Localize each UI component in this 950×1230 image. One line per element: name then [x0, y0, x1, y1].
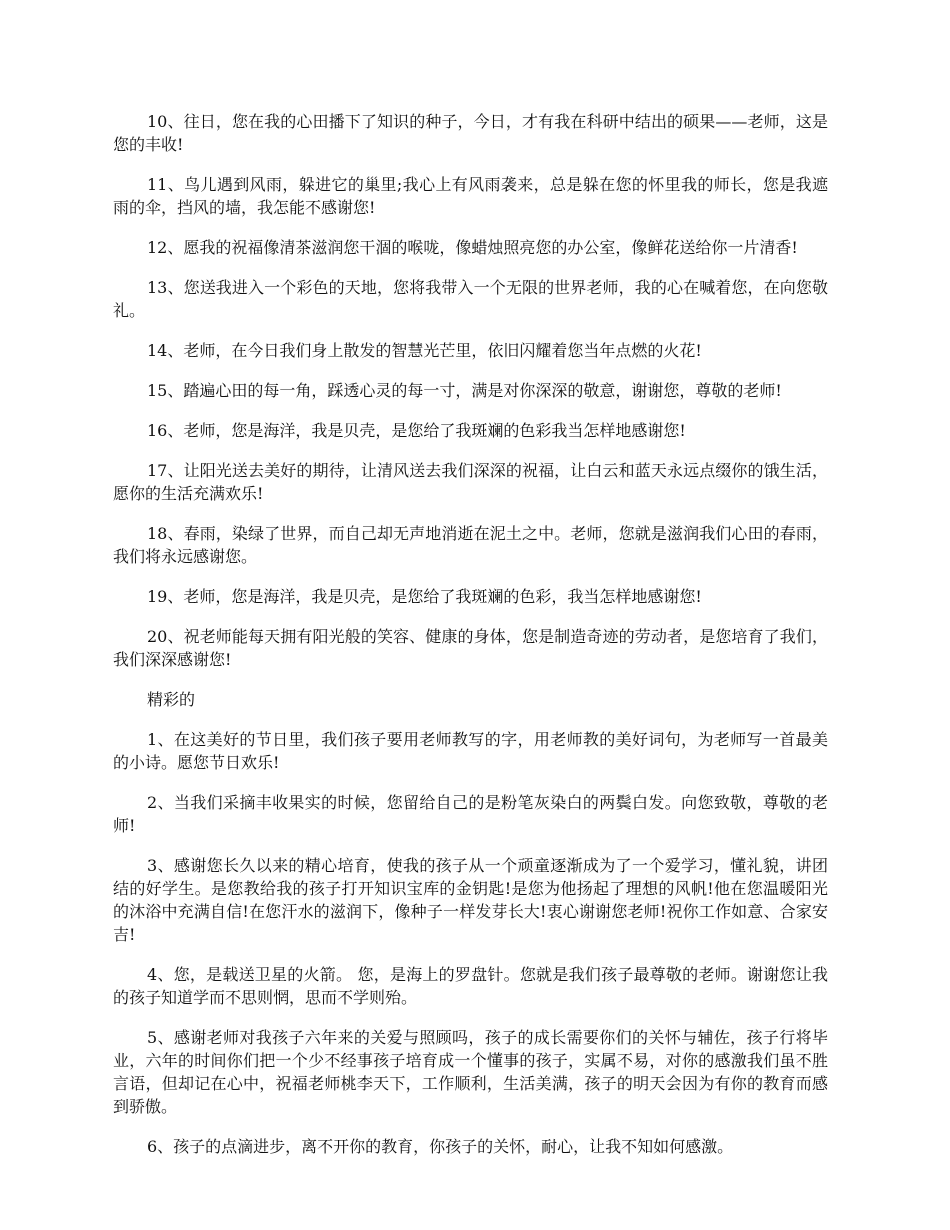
paragraph-10: 10、往日，您在我的心田播下了知识的种子，今日，才有我在科研中结出的硕果——老师，这是您的丰收! — [113, 112, 828, 154]
paragraph-18: 18、春雨，染绿了世界，而自己却无声地消逝在泥土之中。老师，您就是滋润我们心田的春雨，我们将永远感谢您。 — [113, 524, 828, 566]
paragraph-20: 20、祝老师能每天拥有阳光般的笑容、健康的身体，您是制造奇迹的劳动者，是您培育了我们，我们深深感谢您! — [113, 627, 828, 669]
paragraph-15: 15、踏遍心田的每一角，踩透心灵的每一寸，满是对你深深的敬意，谢谢您，尊敬的老师! — [147, 381, 782, 400]
paragraph-14: 14、老师，在今日我们身上散发的智慧光芒里，依旧闪耀着您当年点燃的火花! — [147, 341, 702, 360]
document-page — [113, 110, 828, 1175]
paragraph-16: 16、老师，您是海洋，我是贝壳，是您给了我斑斓的色彩我当怎样地感谢您! — [147, 421, 686, 440]
section-paragraph-6: 6、孩子的点滴进步，离不开你的教育，你孩子的关怀，耐心，让我不知如何感激。 — [147, 1137, 734, 1156]
section-heading: 精彩的 — [147, 690, 196, 709]
paragraph-11: 11、鸟儿遇到风雨，躲进它的巢里;我心上有风雨袭来，总是躲在您的怀里我的师长，您是我遮雨的伞，挡风的墙，我怎能不感谢您! — [113, 175, 828, 217]
section-paragraph-2: 2、当我们采摘丰收果实的时候，您留给自己的是粉笔灰染白的两鬓白发。向您致敬，尊敬的老师! — [113, 793, 828, 835]
paragraph-17: 17、让阳光送去美好的期待，让清风送去我们深深的祝福，让白云和蓝天永远点缀你的饿生活，愿你的生活充满欢乐! — [113, 461, 828, 503]
section-paragraph-4: 4、您，是载送卫星的火箭。 您，是海上的罗盘针。您就是我们孩子最尊敬的老师。谢谢您让我的孩子知道学而不思则惘，思而不学则殆。 — [113, 965, 828, 1007]
paragraph-13: 13、您送我进入一个彩色的天地，您将我带入一个无限的世界老师，我的心在喊着您，在向您敬礼。 — [113, 278, 828, 320]
section-paragraph-3: 3、感谢您长久以来的精心培育，使我的孩子从一个顽童逐渐成为了一个爱学习，懂礼貌，讲团结的好学生。是您教给我的孩子打开知识宝库的金钥匙!是您为他扬起了理想的风帆!他在您温暖阳光的沐浴中充满自信!在您汗水的滋润下，像种子一样发芽长大!衷心谢谢您老师!祝你工作如意、合家安吉! — [113, 856, 828, 944]
section-paragraph-1: 1、在这美好的节日里，我们孩子要用老师教写的字，用老师教的美好词句，为老师写一首最美的小诗。愿您节日欢乐! — [113, 730, 828, 772]
paragraph-19: 19、老师，您是海洋，我是贝壳，是您给了我斑斓的色彩，我当怎样地感谢您! — [147, 587, 702, 606]
paragraph-12: 12、愿我的祝福像清茶滋润您干涸的喉咙，像蜡烛照亮您的办公室，像鲜花送给你一片清香! — [147, 238, 798, 257]
section-paragraph-5: 5、感谢老师对我孩子六年来的关爱与照顾吗，孩子的成长需要你们的关怀与辅佐，孩子行将毕业，六年的时间你们把一个少不经事孩子培育成一个懂事的孩子，实属不易，对你的感激我们虽不胜言语，但却记在心中，祝福老师桃李天下，工作顺利，生活美满，孩子的明天会因为有你的教育而感到骄傲。 — [113, 1028, 828, 1116]
